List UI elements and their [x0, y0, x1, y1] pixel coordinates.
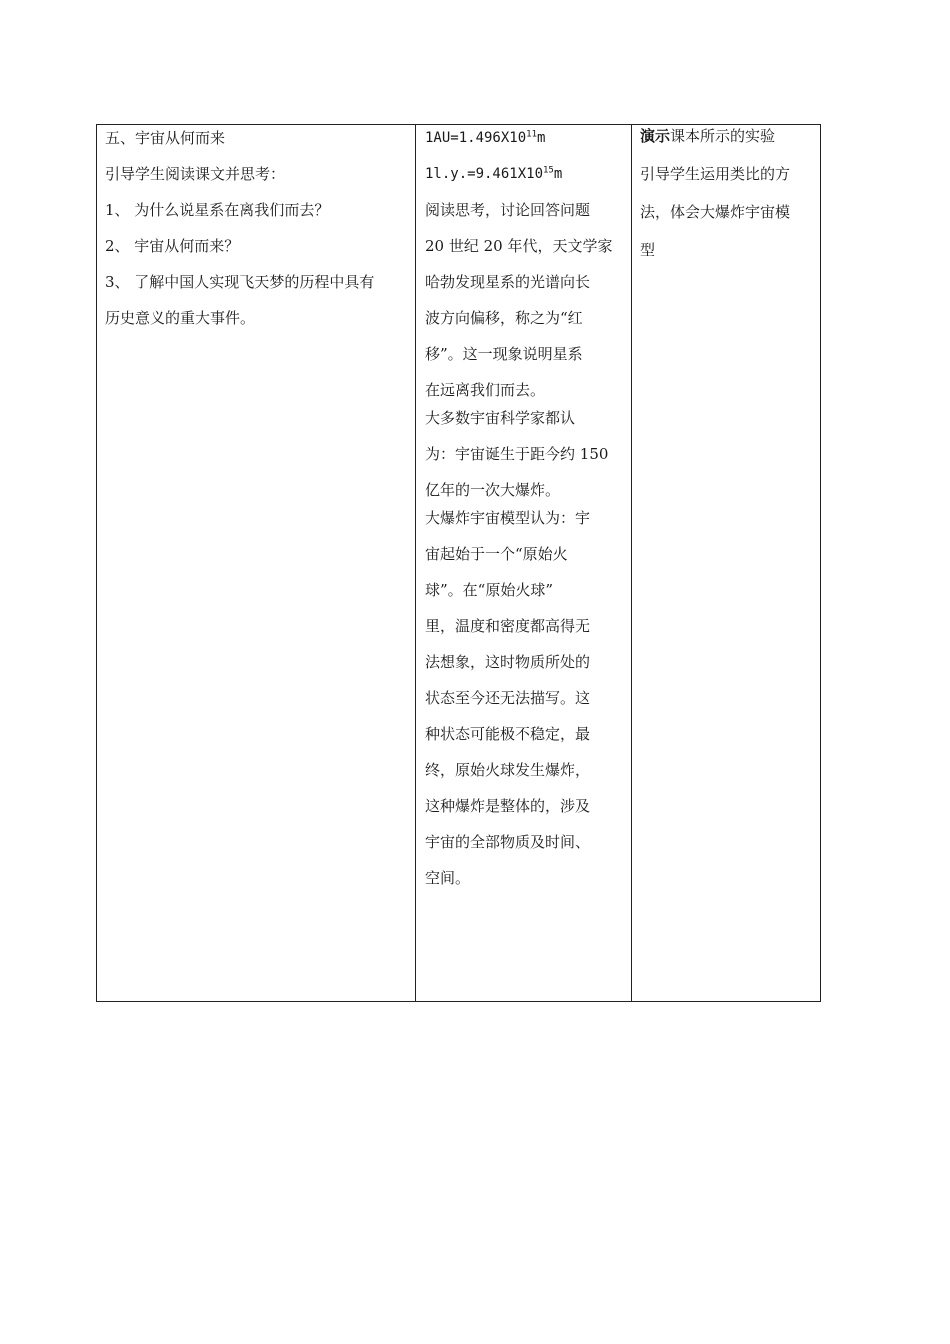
text-line: 型 — [640, 241, 656, 259]
text-line: 种状态可能极不稳定，最 — [425, 725, 591, 743]
text-line: 法，体会大爆炸宇宙模 — [640, 203, 791, 221]
teacher-activity-cell — [97, 125, 416, 1002]
au-definition: $1AU=1.496X10^{11}m$ — [425, 129, 546, 146]
text-line: 终，原始火球发生爆炸， — [425, 761, 591, 779]
text-line: 空间。 — [425, 869, 471, 887]
text-line: 亿年的一次大爆炸。 — [425, 481, 561, 499]
text-line: 引导学生运用类比的方 — [640, 165, 791, 183]
student-activity-cell — [416, 125, 632, 1002]
text-line: 宙起始于一个“原始火 — [425, 545, 568, 563]
section-heading: 五、宇宙从何而来 — [105, 129, 226, 147]
text-line: 球”。在“原始火球” — [425, 581, 554, 599]
lightyear-definition: $1l.y.=9.461X10^{15}m$ — [425, 165, 563, 182]
question-item-1: 1、 为什么说星系在离我们而去？ — [105, 201, 330, 219]
text-line: 大爆炸宇宙模型认为：宇 — [425, 509, 591, 527]
lesson-plan-table — [96, 124, 821, 1002]
design-intent-cell — [632, 125, 821, 1002]
text-line: 法想象，这时物质所处的 — [425, 653, 591, 671]
text-line: 移”。这一现象说明星系 — [425, 345, 583, 363]
text-line: 在远离我们而去。 — [425, 381, 546, 399]
intro-text: 引导学生阅读课文并思考： — [105, 165, 286, 183]
demo-label: 演示 — [640, 127, 671, 145]
text-line: 阅读思考，讨论回答问题 — [425, 201, 591, 219]
text-line: 宇宙的全部物质及时间、 — [425, 833, 591, 851]
question-item-2: 2、 宇宙从何而来？ — [105, 237, 240, 255]
text-line: 里，温度和密度都高得无 — [425, 617, 591, 635]
table-row — [97, 125, 821, 1002]
text-line: 波方向偏移，称之为“红 — [425, 309, 583, 327]
text-line: 为：宇宙诞生于距今约 150 — [425, 445, 609, 463]
text-line: 20 世纪 20 年代，天文学家 — [425, 237, 613, 255]
demo-line: 演示课本所示的实验 — [640, 127, 776, 145]
question-item-3-continued: 历史意义的重大事件。 — [105, 309, 256, 327]
text-line: 状态至今还无法描写。这 — [425, 689, 591, 707]
text-line: 这种爆炸是整体的，涉及 — [425, 797, 591, 815]
text-line: 大多数宇宙科学家都认 — [425, 409, 576, 427]
question-item-3: 3、 了解中国人实现飞天梦的历程中具有 — [105, 273, 375, 291]
text-line: 哈勃发现星系的光谱向长 — [425, 273, 591, 291]
